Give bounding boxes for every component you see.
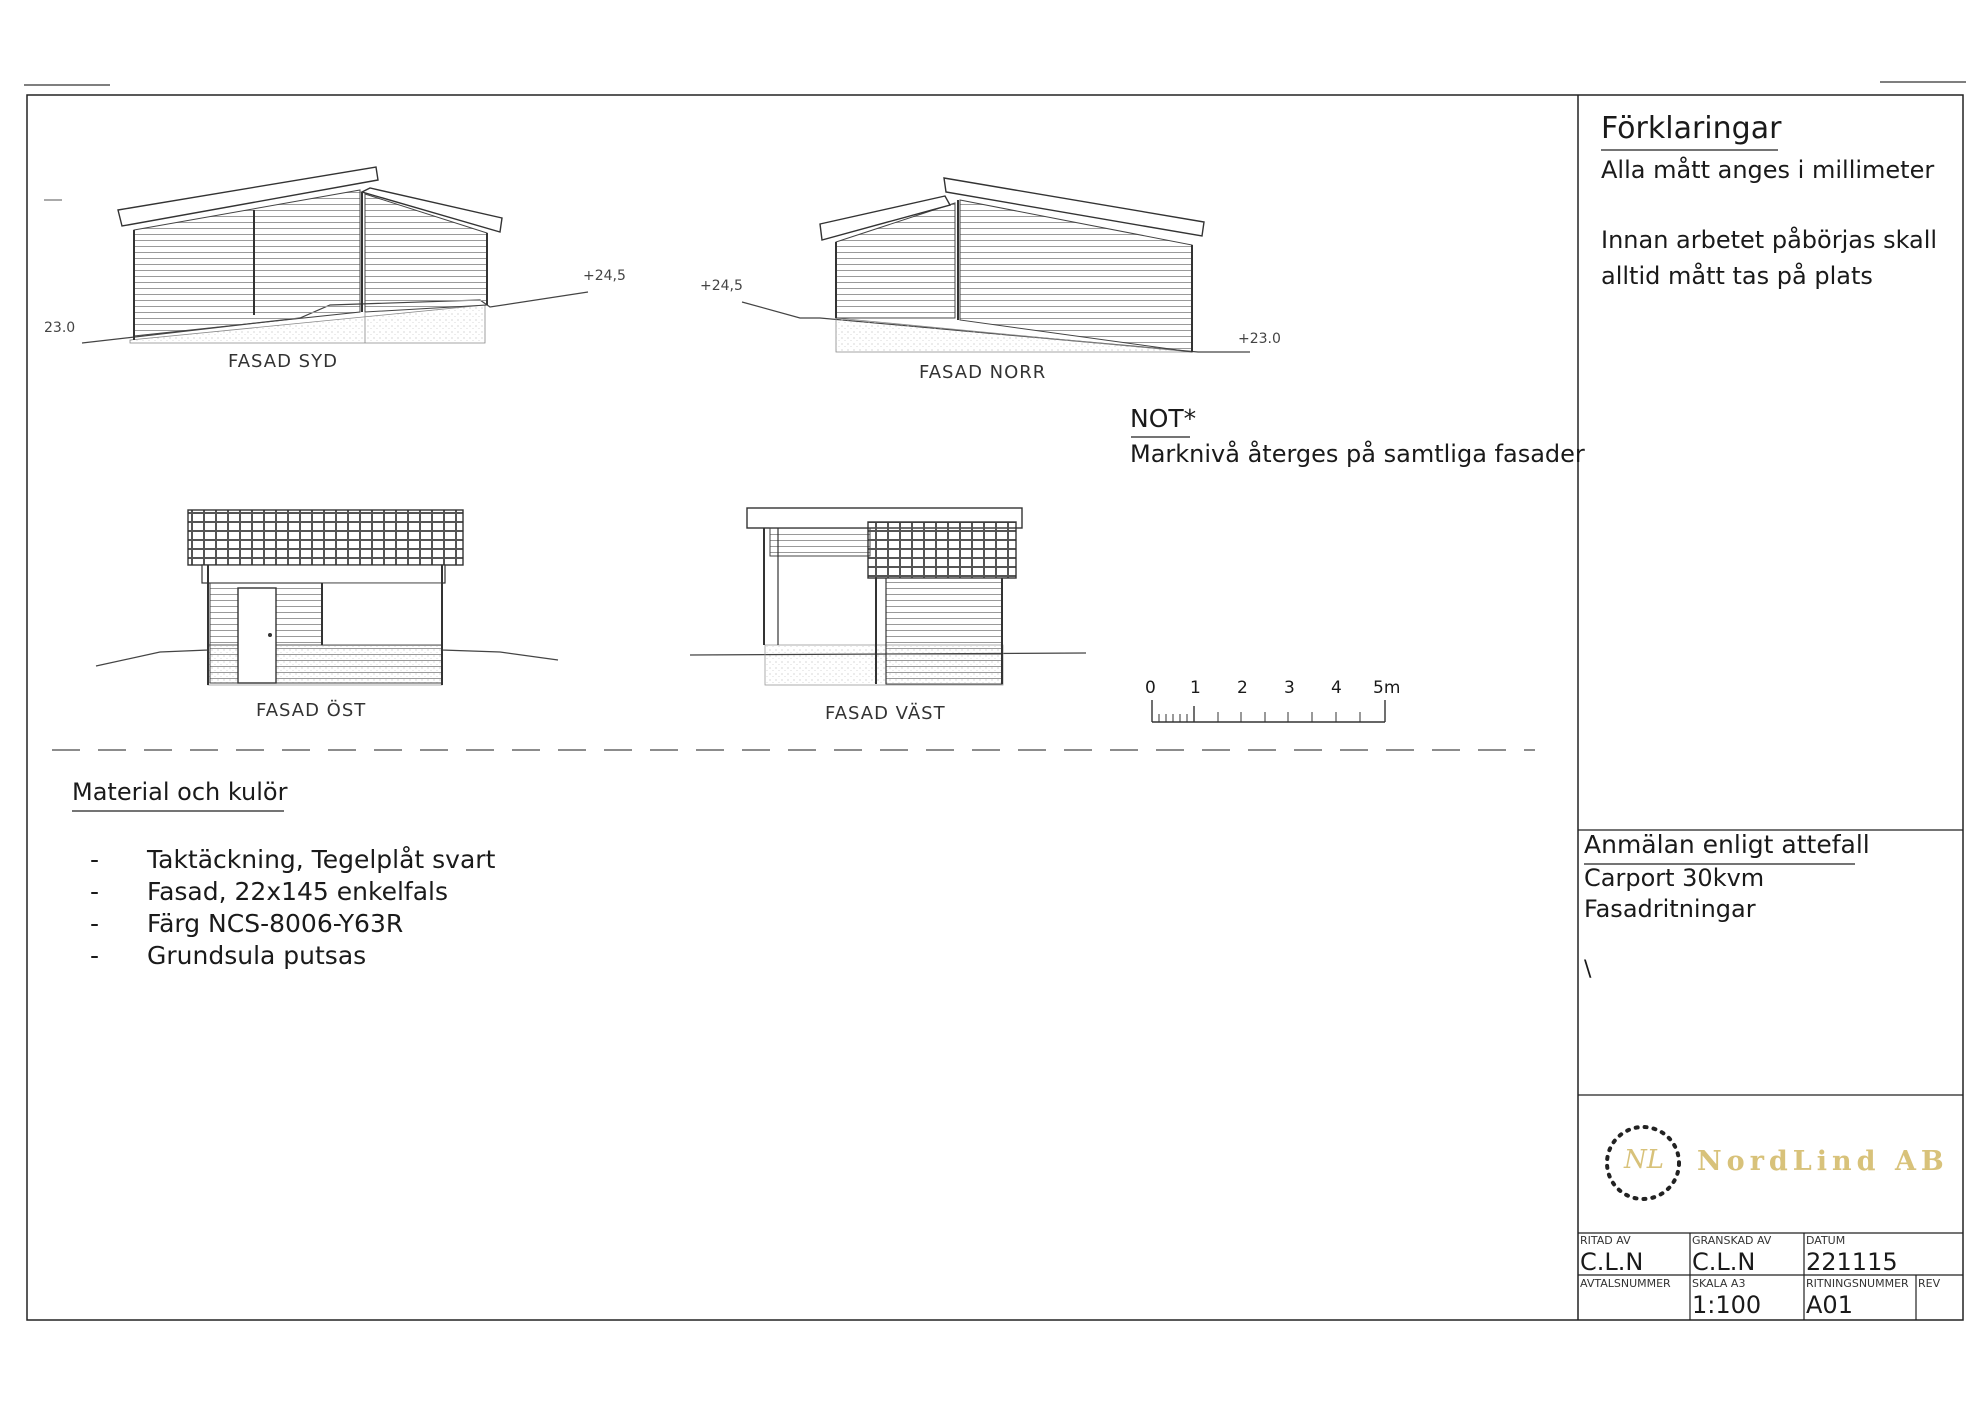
tb-datum-label: DATUM (1806, 1234, 1846, 1247)
legend-line-2: Innan arbetet påbörjas skall (1601, 226, 1938, 254)
legend-title: Förklaringar (1601, 111, 1782, 146)
facade-norr-drawing (742, 178, 1250, 352)
tb-granskad-av-label: GRANSKAD AV (1692, 1234, 1772, 1247)
facade-norr-label: FASAD NORR (919, 362, 1047, 383)
facade-syd-drawing (44, 167, 588, 343)
scale-tick-3: 3 (1284, 678, 1295, 698)
facade-norr-level-right: +23.0 (1238, 331, 1281, 347)
facade-syd-level-left: 23.0 (44, 320, 76, 336)
tb-ritad-av-value: C.L.N (1580, 1248, 1644, 1276)
tb-ritningsnummer-label: RITNINGSNUMMER (1806, 1277, 1909, 1290)
scale-tick-5: 5m (1373, 678, 1401, 698)
facade-ost-label: FASAD ÖST (256, 700, 367, 721)
tb-ritad-av-label: RITAD AV (1580, 1234, 1631, 1247)
materials-bullet-2: - (90, 877, 100, 906)
facade-vast-drawing (690, 508, 1086, 685)
materials-bullet-4: - (90, 941, 100, 970)
note-title: NOT* (1130, 404, 1197, 433)
project-title: Anmälan enligt attefall (1584, 830, 1870, 859)
tb-skala-value: 1:100 (1692, 1291, 1762, 1319)
materials-title: Material och kulör (72, 778, 288, 806)
materials-item-4: Grundsula putsas (147, 941, 367, 970)
facade-norr-level-left: +24,5 (700, 278, 743, 294)
note-text: Marknivå återges på samtliga fasader (1130, 440, 1585, 468)
materials-item-2: Fasad, 22x145 enkelfals (147, 877, 449, 906)
tb-skala-label: SKALA A3 (1692, 1277, 1746, 1290)
tb-rev-label: REV (1918, 1277, 1941, 1290)
materials-bullet-3: - (90, 909, 100, 938)
facade-syd-level-right: +24,5 (583, 268, 626, 284)
scale-tick-4: 4 (1331, 678, 1342, 698)
tb-datum-value: 221115 (1806, 1248, 1898, 1276)
project-line-3: \ (1584, 957, 1592, 982)
materials-bullet-1: - (90, 845, 100, 874)
facade-syd-label: FASAD SYD (228, 351, 338, 372)
materials-item-3: Färg NCS-8006-Y63R (147, 909, 404, 938)
project-line-1: Carport 30kvm (1584, 864, 1765, 892)
facade-vast-label: FASAD VÄST (825, 703, 946, 724)
legend-line-1: Alla mått anges i millimeter (1601, 156, 1935, 184)
logo-company-name: NordLind AB (1697, 1146, 1949, 1177)
scale-tick-1: 1 (1190, 678, 1201, 698)
tb-granskad-av-value: C.L.N (1692, 1248, 1756, 1276)
materials-item-1: Taktäckning, Tegelplåt svart (147, 845, 496, 874)
logo-monogram: NL (1624, 1145, 1665, 1175)
scale-tick-2: 2 (1237, 678, 1248, 698)
scale-bar-drawing (1152, 700, 1385, 722)
facade-ost-drawing (96, 510, 558, 685)
project-line-2: Fasadritningar (1584, 895, 1756, 923)
tb-avtalsnummer-label: AVTALSNUMMER (1580, 1277, 1671, 1290)
tb-ritningsnummer-value: A01 (1806, 1291, 1853, 1319)
legend-line-3: alltid mått tas på plats (1601, 262, 1873, 290)
scale-tick-0: 0 (1145, 678, 1156, 698)
